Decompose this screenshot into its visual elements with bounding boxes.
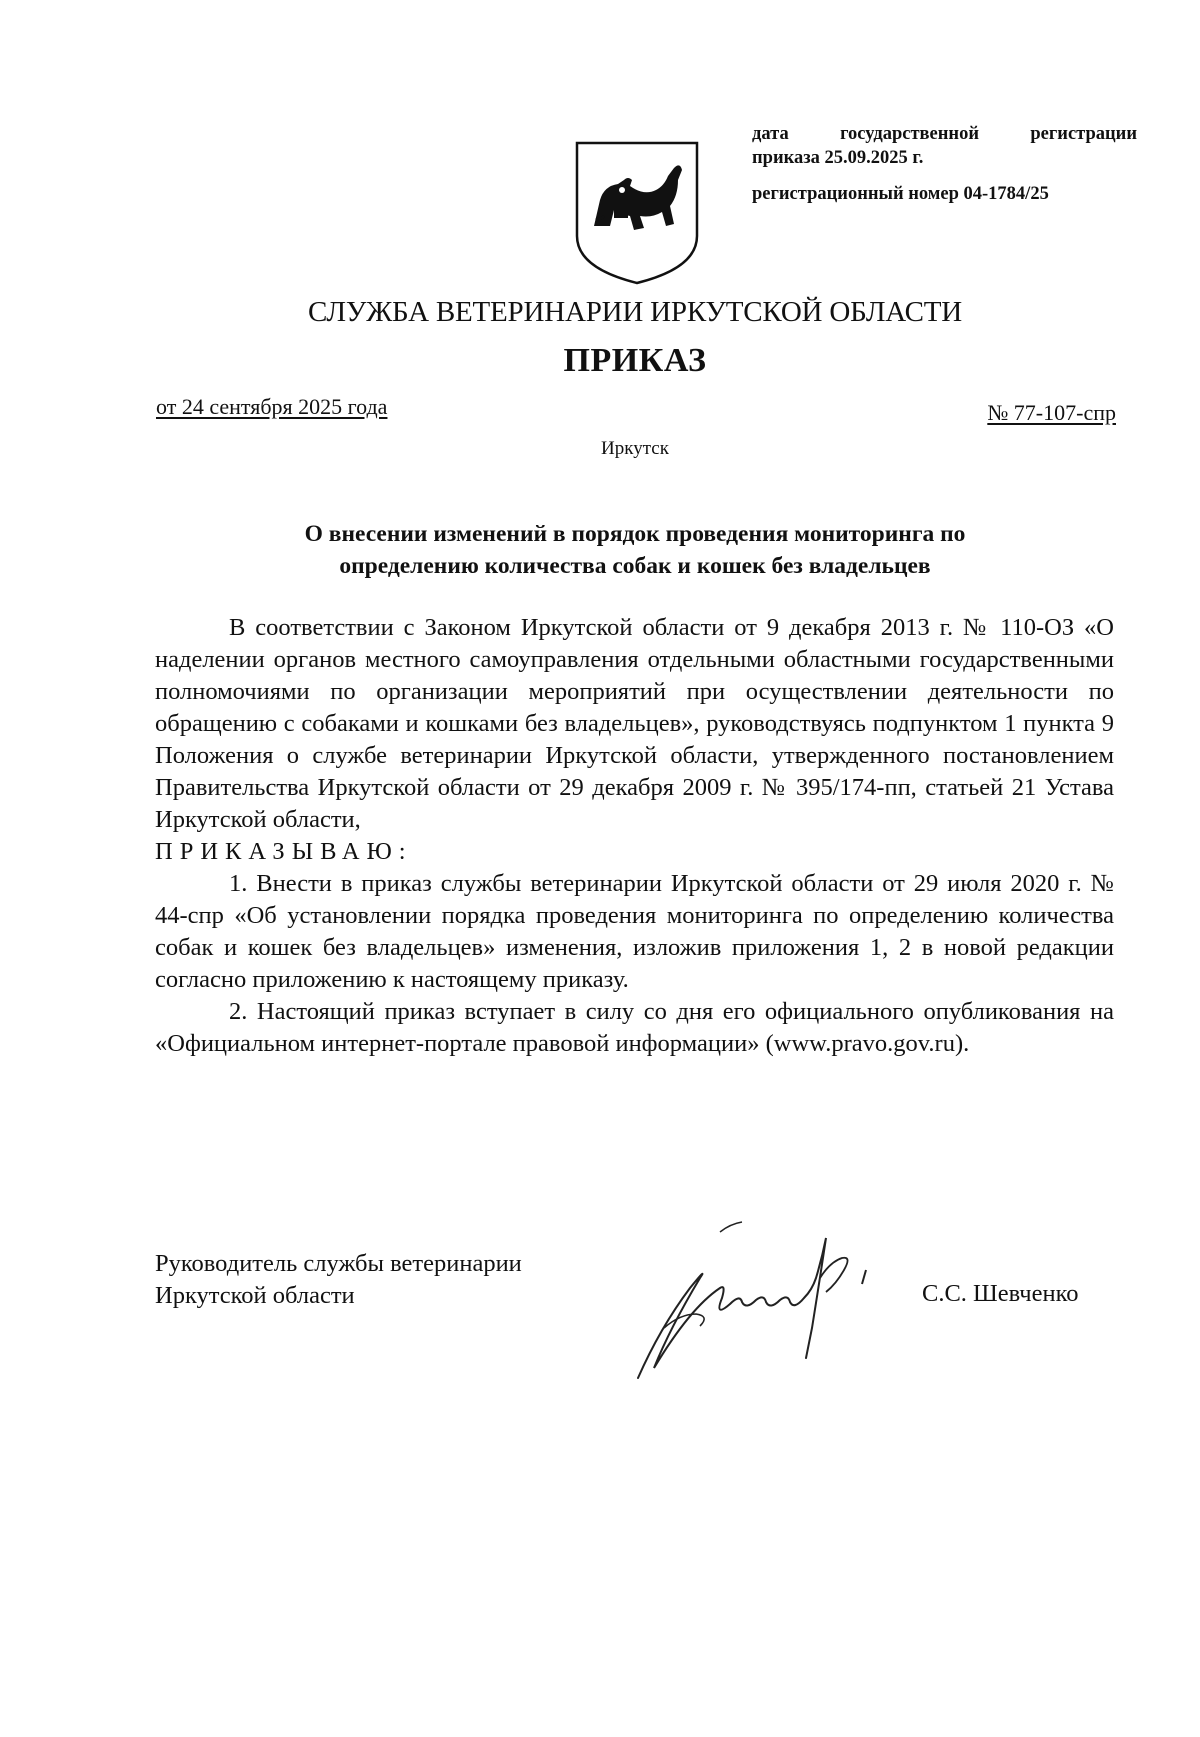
document-number: № 77-107-спр	[987, 400, 1116, 425]
order-item-1: 1. Внести в приказ службы ветеринарии Иркутской области от 29 июля 2020 г. № 44-спр «Об установлении порядка проведения мониторинга по определению количества собак и кошек без владельцев» изменения, изложив приложения 1, 2 в новой редакции согласно приложению к настоящему приказу.	[155, 870, 1114, 993]
document-type: ПРИКАЗ	[563, 342, 707, 379]
document-title	[150, 518, 1120, 582]
registration-stamp	[752, 122, 1137, 206]
signer-position	[155, 1248, 522, 1312]
registration-date-value: приказа 25.09.2025 г.	[752, 148, 924, 168]
title-line: определению количества собак и кошек без владельцев	[339, 553, 931, 579]
signer-position-line: Иркутской области	[155, 1282, 355, 1309]
order-word: ПРИКАЗЫВАЮ:	[155, 838, 413, 865]
document-date: от 24 сентября 2025 года	[156, 394, 388, 419]
order-item-2: 2. Настоящий приказ вступает в силу со дня его официального опубликования на «Официальном интернет-портале правовой информации» (www.pravo.gov.ru).	[155, 998, 1114, 1057]
document-city: Иркутск	[601, 438, 669, 459]
registration-number: регистрационный номер 04-1784/25	[752, 184, 1049, 204]
coat-of-arms-icon	[574, 140, 700, 286]
signer-position-line: Руководитель службы ветеринарии	[155, 1250, 522, 1277]
organization-name: СЛУЖБА ВЕТЕРИНАРИИ ИРКУТСКОЙ ОБЛАСТИ	[308, 296, 962, 328]
title-line: О внесении изменений в порядок проведения мониторинга по	[304, 521, 966, 547]
document-body	[155, 612, 1114, 1060]
registration-date-label: дата государственной регистрации	[752, 124, 1137, 144]
handwritten-signature-icon	[630, 1218, 900, 1388]
preamble-paragraph: В соответствии с Законом Иркутской области от 9 декабря 2013 г. № 110-ОЗ «О наделении органов местного самоуправления отдельными областными государственными полномочиями по организации мероприятий при осуществлении деятельности по обращению с собаками и кошками без владельцев», руководствуясь подпунктом 1 пункта 9 Положения о службе ветеринарии Иркутской области, утвержденного постановлением Правительства Иркутской области от 29 декабря 2009 г. № 395/174-пп, статьей 21 Устава Иркутской области,	[155, 614, 1114, 833]
signer-name: С.С. Шевченко	[922, 1280, 1079, 1307]
